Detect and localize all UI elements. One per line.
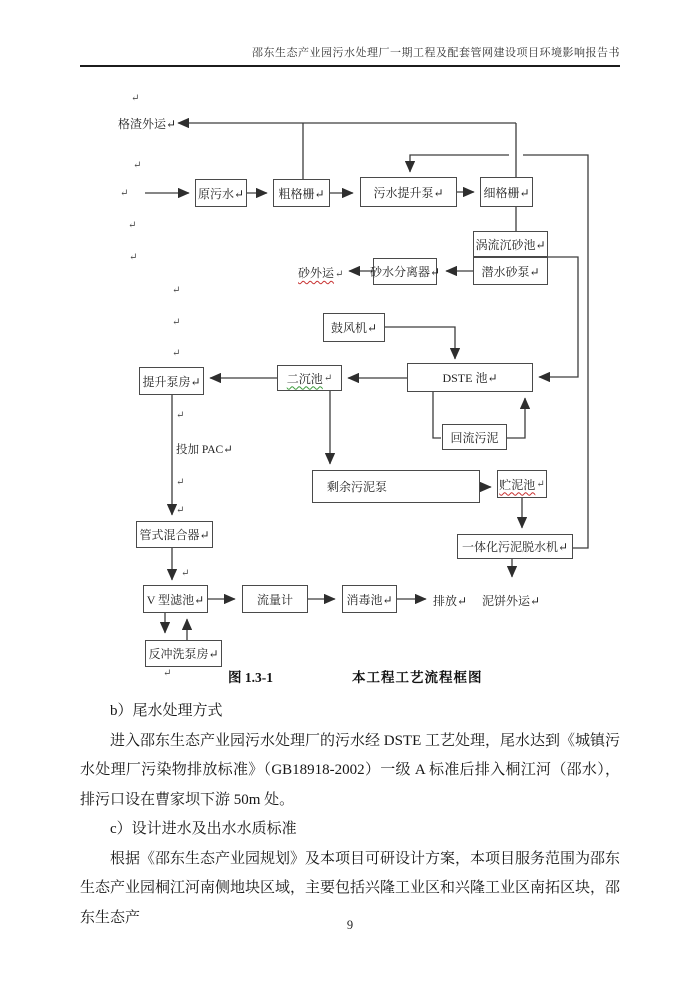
box-fine-screen	[480, 177, 533, 207]
item-b-heading: b）尾水处理方式	[110, 703, 223, 719]
header-title: 邵东生态产业园污水处理厂一期工程及配套管网建设项目环境影响报告书	[252, 47, 620, 59]
box-blower-label: 鼓风机↵	[330, 321, 378, 335]
box-coarse-screen	[273, 179, 330, 207]
box-raw-water	[195, 179, 247, 207]
box-sludge-storage-tank	[497, 470, 547, 498]
box-v-type-filter-label: V 型滤池↵	[146, 592, 205, 607]
box-pipe-mixer	[136, 521, 213, 548]
pilcrow-mark: ↵	[335, 269, 344, 280]
label-pac-dosing: 投加 PAC↵	[176, 444, 233, 456]
paragraph-tailwater: 进入邵东生态产业园污水处理厂的污水经 DSTE 工艺处理，尾水达到《城镇污水处理厂污染物排放标准》（GB18918-2002）一级 A 标准后排入桐江河（邵水），排污口设在曹家坝下游 50m 处。	[80, 732, 621, 808]
box-flow-meter-label: 流量计	[256, 592, 293, 607]
label-discharge: 排放↵	[433, 594, 468, 608]
box-submersible-sand-pump-label: 潜水砂泵↵	[481, 264, 540, 279]
box-lift-pump-room-label: 提升泵房↵	[142, 374, 201, 389]
pilcrow-mark: ↵	[129, 252, 138, 263]
pilcrow-mark: ↵	[181, 568, 190, 579]
box-dste-tank-label: DSTE 池↵	[442, 371, 498, 385]
pilcrow-mark: ↵	[172, 285, 181, 296]
line-returnsludge-to-dste	[507, 398, 525, 438]
box-blower	[323, 313, 385, 342]
figure-title: 本工程工艺流程框图	[352, 670, 483, 685]
box-secondary-clarifier-label: 二沉池	[286, 371, 323, 386]
pilcrow-mark: ↵	[131, 93, 140, 104]
box-raw-water-label: 原污水↵	[197, 186, 245, 201]
label-screenings-out: 格渣外运↵	[118, 117, 177, 131]
box-submersible-sand-pump	[473, 257, 548, 285]
box-lift-pump-room	[139, 367, 204, 395]
paragraph-design-standard: 根据《邵东生态产业园规划》及本项目可研设计方案，本项目服务范围为邵东生态产业园桐江河南侧地块区域，主要包括兴隆工业区和兴隆工业区南拓区块，邵东生态产	[80, 850, 621, 926]
box-return-sludge	[442, 424, 507, 450]
page-number: 9	[346, 918, 354, 932]
label-sand-out	[298, 264, 343, 281]
box-disinfection-tank	[342, 585, 397, 613]
pilcrow-mark: ↵	[172, 317, 181, 328]
pilcrow-mark: ↵	[133, 160, 142, 171]
box-integrated-sludge-dewatering-label: 一体化污泥脱水机↵	[461, 540, 569, 554]
pilcrow-mark: ↵	[163, 668, 172, 679]
box-secondary-clarifier	[277, 365, 342, 391]
box-sand-water-separator	[369, 258, 441, 285]
pilcrow-mark: ↵	[172, 348, 181, 359]
pilcrow-mark: ↵	[120, 188, 129, 199]
pilcrow-mark: ↵	[176, 505, 185, 516]
box-sand-water-separator-label: 砂水分离器↵	[369, 265, 441, 279]
body-text	[80, 697, 620, 933]
label-mud-cake-out: 泥饼外运↵	[482, 594, 541, 608]
box-sludge-storage-tank-label: 贮泥池	[499, 477, 536, 492]
box-v-type-filter	[143, 585, 208, 613]
box-vortex-grit-chamber-label: 涡流沉砂池↵	[475, 237, 546, 252]
pilcrow-mark: ↵	[128, 220, 137, 231]
label-sand-out-text: 砂外运	[298, 266, 335, 280]
pilcrow-mark: ↵	[536, 478, 545, 490]
box-sewage-lift-pump-label: 污水提升泵↵	[373, 185, 444, 200]
box-return-sludge-label: 回流污泥	[450, 430, 499, 445]
box-sewage-lift-pump	[360, 177, 457, 207]
line-filtrate-return-b	[410, 155, 509, 172]
pilcrow-mark: ↵	[176, 477, 185, 488]
box-backwash-pump-room	[145, 640, 222, 667]
box-backwash-pump-room-label: 反冲洗泵房↵	[148, 647, 219, 661]
line-dste-to-returnsludge	[433, 392, 441, 438]
pilcrow-mark: ↵	[323, 372, 333, 384]
box-surplus-sludge-pump	[312, 470, 480, 503]
pilcrow-mark: ↵	[176, 410, 185, 421]
item-c-heading: c）设计进水及出水水质标准	[110, 821, 297, 837]
line-blower-to-dste	[385, 327, 455, 359]
figure-number: 图 1.3-1	[228, 670, 273, 685]
box-dste-tank	[407, 363, 533, 392]
box-surplus-sludge-pump-label: 剩余污泥泵	[327, 480, 388, 494]
box-pipe-mixer-label: 管式混合器↵	[139, 528, 210, 542]
box-fine-screen-label: 细格栅↵	[483, 185, 530, 200]
box-coarse-screen-label: 粗格栅↵	[278, 186, 325, 201]
box-vortex-grit-chamber	[473, 231, 548, 257]
box-disinfection-tank-label: 消毒池↵	[346, 592, 393, 607]
box-flow-meter	[242, 585, 308, 613]
box-integrated-sludge-dewatering	[457, 534, 573, 559]
